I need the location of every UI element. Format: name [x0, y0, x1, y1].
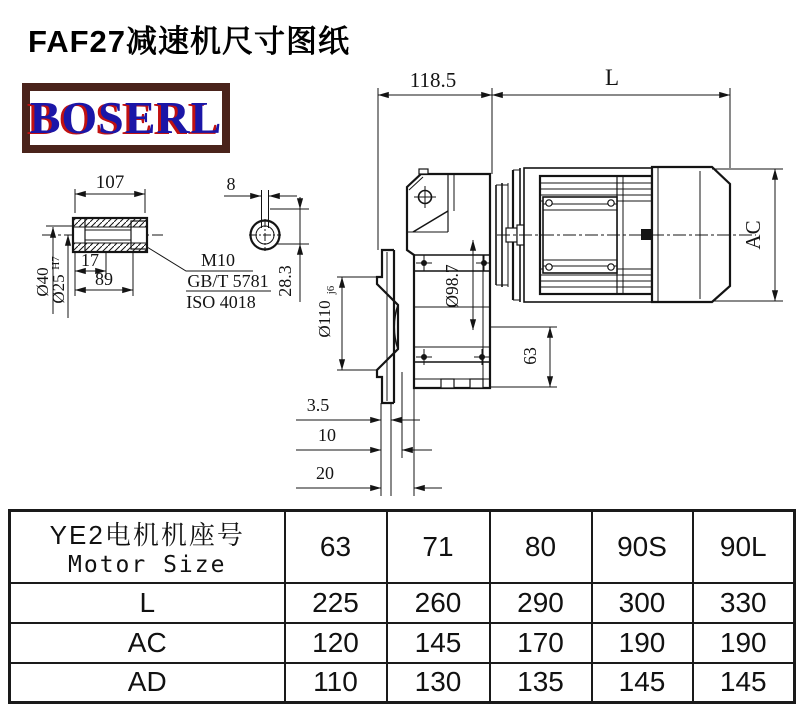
motor-assembly: [496, 167, 756, 302]
fan-cover: [652, 167, 730, 302]
table-cell: 120: [285, 623, 387, 663]
label-standard-gb: GB/T 5781: [187, 271, 269, 291]
dimension-dia25-tolerance: H7: [50, 256, 62, 270]
dimension-dia25: Ø25: [49, 274, 68, 304]
table-cell: 290: [490, 583, 592, 623]
dimension-dia110-tolerance: j6: [325, 285, 337, 295]
bottom-dimensions: [296, 372, 442, 496]
dimension-118-5: 118.5: [409, 68, 457, 92]
dimension-dia98-7: Ø98.7: [442, 264, 462, 308]
table-cell: 260: [387, 583, 490, 623]
col-header: 63: [285, 511, 387, 583]
table-row: [10, 663, 795, 703]
dimension-dia110: Ø110: [315, 300, 334, 338]
table-row: [10, 583, 795, 623]
row-label: L: [10, 583, 285, 623]
dimension-8: 8: [226, 174, 236, 194]
table-cell: 190: [693, 623, 795, 663]
table-cell: 110: [285, 663, 387, 703]
dimension-20: 20: [316, 463, 334, 483]
col-header: 90S: [592, 511, 693, 583]
brand-logo-text: BOSERL: [29, 92, 223, 143]
dimension-107: 107: [95, 172, 125, 193]
table-cell: 330: [693, 583, 795, 623]
col-header: 80: [490, 511, 592, 583]
output-flange: [377, 250, 398, 403]
table-cell: 145: [693, 663, 795, 703]
dimension-17: 17: [81, 250, 99, 270]
col-header: 71: [387, 511, 490, 583]
dimension-89: 89: [95, 269, 113, 289]
table-cell: 300: [592, 583, 693, 623]
col-header: 90L: [693, 511, 795, 583]
dimension-63: 63: [520, 347, 540, 365]
motor-size-header-zh: YE2电机机座号: [49, 520, 245, 551]
row-label: AC: [10, 623, 285, 663]
dimension-L: L: [604, 65, 620, 90]
table-cell: 225: [285, 583, 387, 623]
table-cell: 170: [490, 623, 592, 663]
dimension-28-3: 28.3: [275, 265, 295, 297]
table-cell: 190: [592, 623, 693, 663]
table-cell: 135: [490, 663, 592, 703]
motor-size-header-cell: [10, 511, 285, 583]
dimension-AC: AC: [741, 220, 765, 250]
table-cell: 145: [387, 623, 490, 663]
dimension-dia40: Ø40: [33, 267, 52, 297]
row-label: AD: [10, 663, 285, 703]
page-title: FAF27减速机尺寸图纸: [28, 24, 351, 59]
spec-table: [8, 509, 796, 704]
label-standard-iso: ISO 4018: [186, 292, 256, 312]
label-thread-m10: M10: [200, 250, 236, 270]
motor-size-header-en: Motor Size: [68, 552, 227, 579]
table-cell: 130: [387, 663, 490, 703]
dimension-3-5: 3.5: [306, 395, 330, 415]
table-cell: 145: [592, 663, 693, 703]
dimension-10: 10: [318, 425, 336, 445]
table-header-row: [10, 511, 795, 583]
table-row: [10, 623, 795, 663]
